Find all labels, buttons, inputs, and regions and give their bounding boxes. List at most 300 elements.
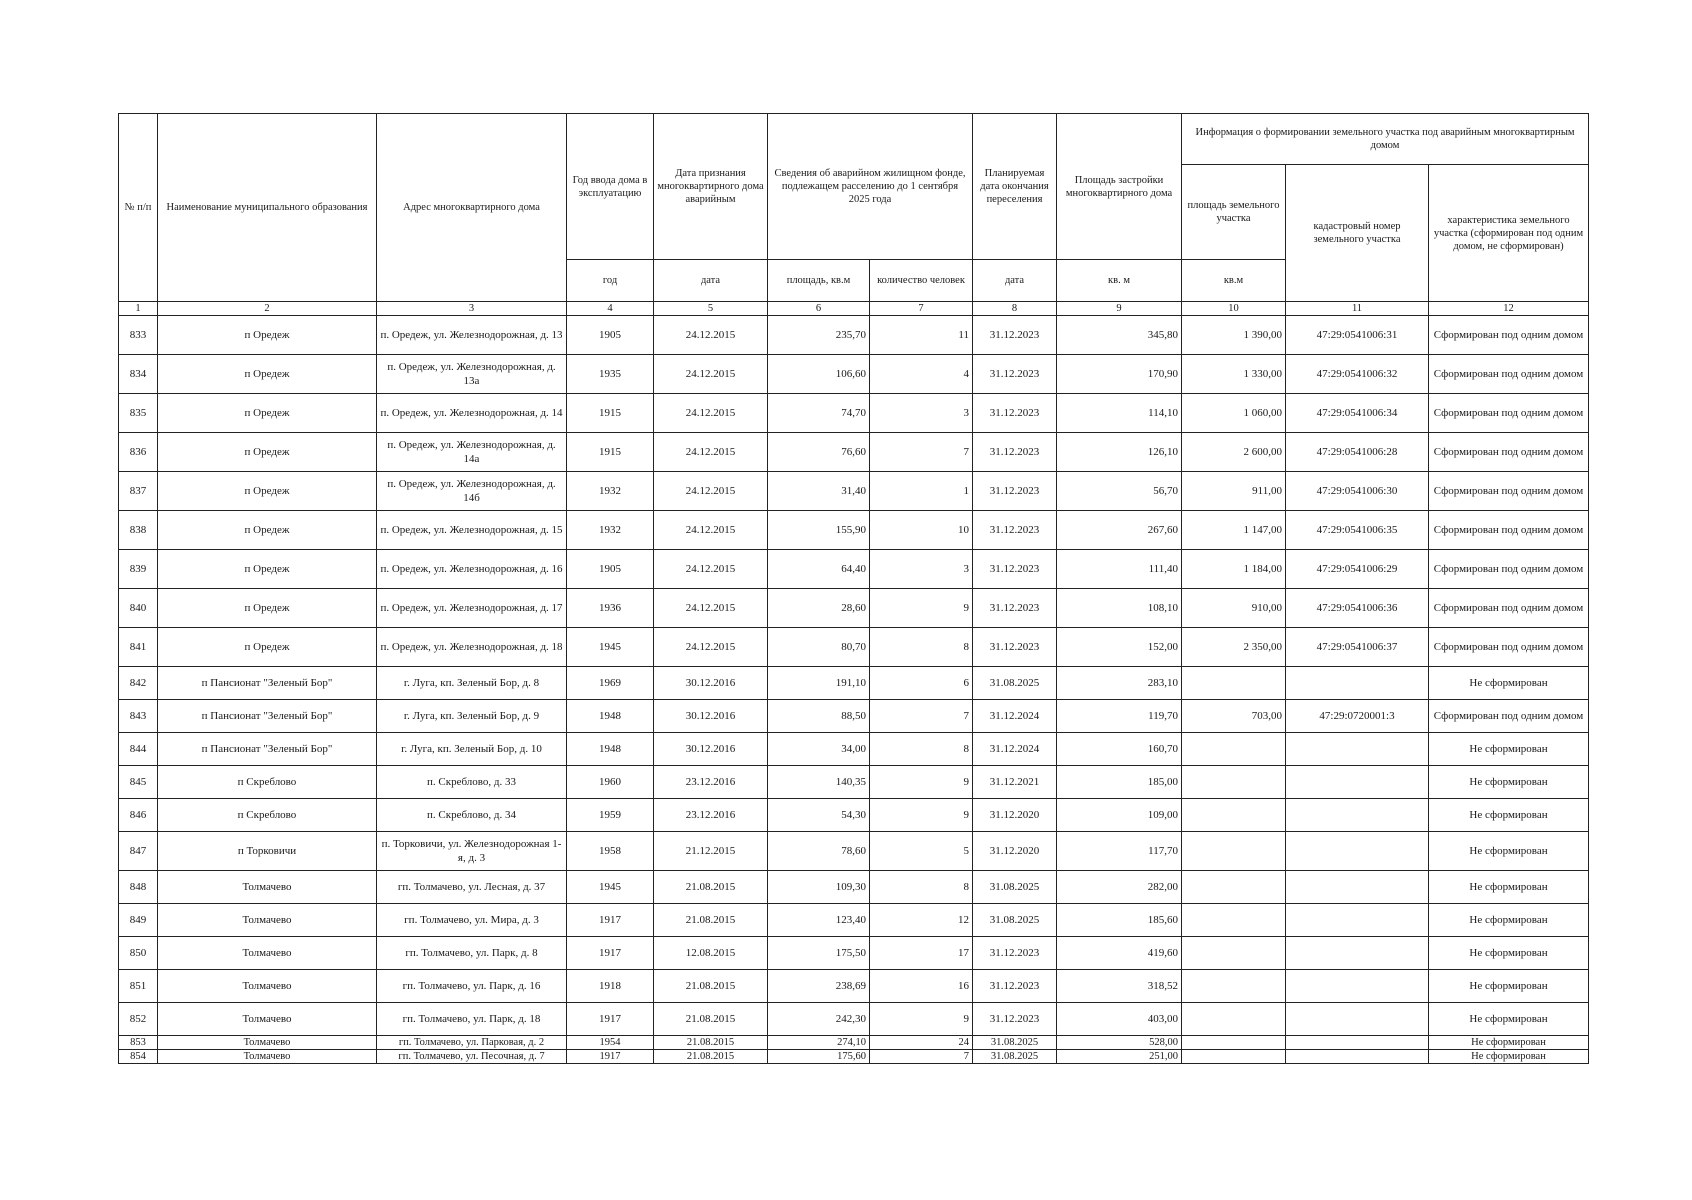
table-row [119,589,1589,628]
recognition-date-cell: 21.08.2015 [654,904,768,937]
people-cell: 10 [870,511,973,550]
land-area-cell [1182,1003,1286,1036]
land-area-cell: 703,00 [1182,700,1286,733]
row-number: 835 [119,394,158,433]
year-cell: 1960 [567,766,654,799]
table-row [119,511,1589,550]
year-cell: 1936 [567,589,654,628]
col-number: 2 [158,302,377,316]
row-number: 844 [119,733,158,766]
area-cell: 31,40 [768,472,870,511]
planned-date-cell: 31.12.2021 [973,766,1057,799]
recognition-date-cell: 24.12.2015 [654,394,768,433]
table-header [119,114,1589,316]
build-area-cell: 114,10 [1057,394,1182,433]
recognition-date-cell: 24.12.2015 [654,355,768,394]
area-cell: 54,30 [768,799,870,832]
people-cell: 7 [870,700,973,733]
people-cell: 17 [870,937,973,970]
cadastral-cell: 47:29:0541006:28 [1286,433,1429,472]
area-cell: 155,90 [768,511,870,550]
land-area-cell [1182,871,1286,904]
land-char-cell: Не сформирован [1429,970,1589,1003]
cadastral-cell [1286,766,1429,799]
cadastral-cell [1286,1036,1429,1050]
people-cell: 3 [870,394,973,433]
municipality-cell: Толмачево [158,1003,377,1036]
recognition-date-cell: 24.12.2015 [654,316,768,355]
cadastral-cell: 47:29:0541006:37 [1286,628,1429,667]
area-cell: 140,35 [768,766,870,799]
header-address: Адрес многоквартирного дома [377,114,567,302]
address-cell: г. Луга, кп. Зеленый Бор, д. 9 [377,700,567,733]
address-cell: гп. Толмачево, ул. Лесная, д. 37 [377,871,567,904]
municipality-cell: п Оредеж [158,394,377,433]
table-body [119,316,1589,1064]
row-number: 839 [119,550,158,589]
people-cell: 9 [870,589,973,628]
build-area-cell: 528,00 [1057,1036,1182,1050]
municipality-cell: п Оредеж [158,589,377,628]
planned-date-cell: 31.12.2023 [973,937,1057,970]
municipality-cell: Толмачево [158,871,377,904]
row-number: 854 [119,1050,158,1064]
land-char-cell: Не сформирован [1429,1003,1589,1036]
table-row [119,1050,1589,1064]
unit-people: количество человек [870,260,973,302]
build-area-cell: 119,70 [1057,700,1182,733]
cadastral-cell [1286,1003,1429,1036]
land-char-cell: Не сформирован [1429,799,1589,832]
land-char-cell: Сформирован под одним домом [1429,589,1589,628]
land-area-cell [1182,1036,1286,1050]
recognition-date-cell: 23.12.2016 [654,799,768,832]
land-area-cell: 1 147,00 [1182,511,1286,550]
recognition-date-cell: 21.08.2015 [654,1003,768,1036]
row-number: 848 [119,871,158,904]
address-cell: п. Оредеж, ул. Железнодорожная, д. 15 [377,511,567,550]
table-row [119,799,1589,832]
land-char-cell: Не сформирован [1429,1036,1589,1050]
land-area-cell: 1 184,00 [1182,550,1286,589]
land-char-cell: Сформирован под одним домом [1429,433,1589,472]
build-area-cell: 185,60 [1057,904,1182,937]
row-number: 834 [119,355,158,394]
build-area-cell: 109,00 [1057,799,1182,832]
cadastral-cell [1286,937,1429,970]
recognition-date-cell: 30.12.2016 [654,667,768,700]
municipality-cell: п Оредеж [158,511,377,550]
col-number: 5 [654,302,768,316]
header-municipality: Наименование муниципального образования [158,114,377,302]
build-area-cell: 56,70 [1057,472,1182,511]
planned-date-cell: 31.12.2024 [973,700,1057,733]
year-cell: 1932 [567,511,654,550]
table-row [119,970,1589,1003]
cadastral-cell [1286,904,1429,937]
year-cell: 1945 [567,628,654,667]
land-char-cell: Сформирован под одним домом [1429,550,1589,589]
row-number: 840 [119,589,158,628]
people-cell: 1 [870,472,973,511]
municipality-cell: п Оредеж [158,355,377,394]
land-char-cell: Не сформирован [1429,733,1589,766]
area-cell: 109,30 [768,871,870,904]
planned-date-cell: 31.08.2025 [973,1050,1057,1064]
year-cell: 1917 [567,1003,654,1036]
people-cell: 5 [870,832,973,871]
address-cell: п. Оредеж, ул. Железнодорожная, д. 14б [377,472,567,511]
land-char-cell: Сформирован под одним домом [1429,316,1589,355]
col-number: 12 [1429,302,1589,316]
build-area-cell: 267,60 [1057,511,1182,550]
cadastral-cell [1286,1050,1429,1064]
address-cell: п. Оредеж, ул. Железнодорожная, д. 14 [377,394,567,433]
recognition-date-cell: 21.08.2015 [654,1036,768,1050]
table-row [119,667,1589,700]
cadastral-cell [1286,871,1429,904]
unit-kvm: кв. м [1057,260,1182,302]
land-char-cell: Не сформирован [1429,667,1589,700]
planned-date-cell: 31.12.2024 [973,733,1057,766]
header-land-info: Информация о формировании земельного участка под аварийным многоквартирным домом [1182,114,1589,165]
address-cell: гп. Толмачево, ул. Мира, д. 3 [377,904,567,937]
area-cell: 274,10 [768,1036,870,1050]
area-cell: 76,60 [768,433,870,472]
municipality-cell: Толмачево [158,970,377,1003]
land-area-cell [1182,799,1286,832]
land-area-cell: 1 330,00 [1182,355,1286,394]
land-char-cell: Не сформирован [1429,904,1589,937]
planned-date-cell: 31.12.2023 [973,511,1057,550]
municipality-cell: п Торковичи [158,832,377,871]
build-area-cell: 126,10 [1057,433,1182,472]
people-cell: 8 [870,628,973,667]
municipality-cell: п Скреблово [158,799,377,832]
header-fund-info: Сведения об аварийном жилищном фонде, подлежащем расселению до 1 сентября 2025 года [768,114,973,260]
table-row [119,700,1589,733]
people-cell: 12 [870,904,973,937]
year-cell: 1915 [567,394,654,433]
recognition-date-cell: 24.12.2015 [654,472,768,511]
table-row [119,904,1589,937]
land-char-cell: Сформирован под одним домом [1429,700,1589,733]
planned-date-cell: 31.12.2023 [973,355,1057,394]
cadastral-cell [1286,733,1429,766]
row-number: 843 [119,700,158,733]
land-char-cell: Не сформирован [1429,937,1589,970]
address-cell: гп. Толмачево, ул. Парк, д. 16 [377,970,567,1003]
recognition-date-cell: 23.12.2016 [654,766,768,799]
address-cell: п. Оредеж, ул. Железнодорожная, д. 16 [377,550,567,589]
land-char-cell: Не сформирован [1429,871,1589,904]
planned-date-cell: 31.08.2025 [973,871,1057,904]
build-area-cell: 185,00 [1057,766,1182,799]
land-area-cell: 1 060,00 [1182,394,1286,433]
municipality-cell: п Оредеж [158,472,377,511]
year-cell: 1969 [567,667,654,700]
row-number: 842 [119,667,158,700]
col-number: 9 [1057,302,1182,316]
build-area-cell: 318,52 [1057,970,1182,1003]
municipality-cell: п Пансионат "Зеленый Бор" [158,667,377,700]
year-cell: 1905 [567,550,654,589]
people-cell: 24 [870,1036,973,1050]
address-cell: п. Оредеж, ул. Железнодорожная, д. 17 [377,589,567,628]
planned-date-cell: 31.12.2020 [973,832,1057,871]
cadastral-cell: 47:29:0541006:30 [1286,472,1429,511]
build-area-cell: 111,40 [1057,550,1182,589]
municipality-cell: п Оредеж [158,628,377,667]
land-area-cell: 2 600,00 [1182,433,1286,472]
year-cell: 1935 [567,355,654,394]
build-area-cell: 403,00 [1057,1003,1182,1036]
col-number: 6 [768,302,870,316]
table-row [119,766,1589,799]
recognition-date-cell: 21.08.2015 [654,1050,768,1064]
planned-date-cell: 31.12.2023 [973,628,1057,667]
header-cadastral: кадастровый номер земельного участка [1286,165,1429,302]
header-land-char: характеристика земельного участка (сформирован под одним домом, не сформирован) [1429,165,1589,302]
recognition-date-cell: 21.08.2015 [654,871,768,904]
col-number: 3 [377,302,567,316]
area-cell: 123,40 [768,904,870,937]
address-cell: гп. Толмачево, ул. Парковая, д. 2 [377,1036,567,1050]
land-char-cell: Не сформирован [1429,766,1589,799]
address-cell: гп. Толмачево, ул. Парк, д. 8 [377,937,567,970]
year-cell: 1918 [567,970,654,1003]
year-cell: 1958 [567,832,654,871]
planned-date-cell: 31.12.2023 [973,1003,1057,1036]
row-number: 837 [119,472,158,511]
area-cell: 78,60 [768,832,870,871]
land-area-cell [1182,937,1286,970]
row-number: 849 [119,904,158,937]
address-cell: п. Скреблово, д. 34 [377,799,567,832]
cadastral-cell: 47:29:0541006:29 [1286,550,1429,589]
build-area-cell: 419,60 [1057,937,1182,970]
build-area-cell: 117,70 [1057,832,1182,871]
year-cell: 1917 [567,937,654,970]
planned-date-cell: 31.12.2023 [973,589,1057,628]
build-area-cell: 251,00 [1057,1050,1182,1064]
col-number: 10 [1182,302,1286,316]
planned-date-cell: 31.12.2023 [973,550,1057,589]
recognition-date-cell: 24.12.2015 [654,589,768,628]
address-cell: п. Оредеж, ул. Железнодорожная, д. 13а [377,355,567,394]
table-row [119,937,1589,970]
cadastral-cell: 47:29:0720001:3 [1286,700,1429,733]
cadastral-cell [1286,667,1429,700]
land-area-cell: 1 390,00 [1182,316,1286,355]
area-cell: 175,50 [768,937,870,970]
unit-kvm2: кв.м [1182,260,1286,302]
year-cell: 1915 [567,433,654,472]
land-area-cell [1182,904,1286,937]
land-area-cell [1182,766,1286,799]
people-cell: 9 [870,1003,973,1036]
people-cell: 6 [870,667,973,700]
address-cell: п. Скреблово, д. 33 [377,766,567,799]
people-cell: 16 [870,970,973,1003]
municipality-cell: Толмачево [158,1050,377,1064]
header-year: Год ввода дома в эксплуатацию [567,114,654,260]
people-cell: 11 [870,316,973,355]
area-cell: 175,60 [768,1050,870,1064]
land-char-cell: Сформирован под одним домом [1429,628,1589,667]
municipality-cell: п Оредеж [158,433,377,472]
municipality-cell: п Оредеж [158,550,377,589]
address-cell: п. Оредеж, ул. Железнодорожная, д. 13 [377,316,567,355]
table-row [119,1036,1589,1050]
area-cell: 74,70 [768,394,870,433]
year-cell: 1948 [567,733,654,766]
cadastral-cell [1286,799,1429,832]
emergency-housing-table [118,113,1589,1064]
recognition-date-cell: 21.12.2015 [654,832,768,871]
table-row [119,433,1589,472]
people-cell: 9 [870,799,973,832]
row-number: 853 [119,1036,158,1050]
unit-date: дата [654,260,768,302]
planned-date-cell: 31.12.2023 [973,472,1057,511]
planned-date-cell: 31.12.2023 [973,970,1057,1003]
build-area-cell: 282,00 [1057,871,1182,904]
planned-date-cell: 31.08.2025 [973,904,1057,937]
unit-date2: дата [973,260,1057,302]
people-cell: 3 [870,550,973,589]
cadastral-cell: 47:29:0541006:34 [1286,394,1429,433]
year-cell: 1959 [567,799,654,832]
area-cell: 28,60 [768,589,870,628]
municipality-cell: п Пансионат "Зеленый Бор" [158,700,377,733]
row-number: 852 [119,1003,158,1036]
recognition-date-cell: 30.12.2016 [654,700,768,733]
land-area-cell [1182,733,1286,766]
year-cell: 1948 [567,700,654,733]
recognition-date-cell: 12.08.2015 [654,937,768,970]
header-date-recognition: Дата признания многоквартирного дома аварийным [654,114,768,260]
area-cell: 238,69 [768,970,870,1003]
address-cell: п. Оредеж, ул. Железнодорожная, д. 14а [377,433,567,472]
table-row [119,1003,1589,1036]
land-area-cell: 910,00 [1182,589,1286,628]
row-number: 851 [119,970,158,1003]
cadastral-cell [1286,970,1429,1003]
municipality-cell: п Оредеж [158,316,377,355]
table-row [119,355,1589,394]
row-number: 833 [119,316,158,355]
year-cell: 1917 [567,1050,654,1064]
row-number: 836 [119,433,158,472]
table-row [119,871,1589,904]
col-number: 1 [119,302,158,316]
col-number: 8 [973,302,1057,316]
address-cell: г. Луга, кп. Зеленый Бор, д. 8 [377,667,567,700]
year-cell: 1917 [567,904,654,937]
land-area-cell: 911,00 [1182,472,1286,511]
land-char-cell: Не сформирован [1429,1050,1589,1064]
recognition-date-cell: 24.12.2015 [654,511,768,550]
area-cell: 235,70 [768,316,870,355]
year-cell: 1932 [567,472,654,511]
unit-area: площадь, кв.м [768,260,870,302]
address-cell: гп. Толмачево, ул. Парк, д. 18 [377,1003,567,1036]
land-char-cell: Не сформирован [1429,832,1589,871]
people-cell: 8 [870,733,973,766]
land-char-cell: Сформирован под одним домом [1429,394,1589,433]
recognition-date-cell: 24.12.2015 [654,628,768,667]
planned-date-cell: 31.12.2023 [973,433,1057,472]
build-area-cell: 160,70 [1057,733,1182,766]
row-number: 850 [119,937,158,970]
address-cell: п. Торковичи, ул. Железнодорожная 1-я, д. 3 [377,832,567,871]
year-cell: 1954 [567,1036,654,1050]
recognition-date-cell: 24.12.2015 [654,550,768,589]
area-cell: 242,30 [768,1003,870,1036]
land-area-cell [1182,832,1286,871]
address-cell: гп. Толмачево, ул. Песочная, д. 7 [377,1050,567,1064]
row-number: 838 [119,511,158,550]
area-cell: 191,10 [768,667,870,700]
row-number: 846 [119,799,158,832]
people-cell: 7 [870,433,973,472]
land-area-cell [1182,970,1286,1003]
row-number: 845 [119,766,158,799]
land-area-cell [1182,1050,1286,1064]
row-number: 841 [119,628,158,667]
area-cell: 34,00 [768,733,870,766]
cadastral-cell: 47:29:0541006:32 [1286,355,1429,394]
header-build-area: Площадь застройки многоквартирного дома [1057,114,1182,260]
cadastral-cell: 47:29:0541006:35 [1286,511,1429,550]
header-planned-date: Планируемая дата окончания переселения [973,114,1057,260]
people-cell: 9 [870,766,973,799]
unit-year: год [567,260,654,302]
table-row [119,550,1589,589]
area-cell: 88,50 [768,700,870,733]
build-area-cell: 283,10 [1057,667,1182,700]
municipality-cell: п Скреблово [158,766,377,799]
people-cell: 8 [870,871,973,904]
cadastral-cell: 47:29:0541006:31 [1286,316,1429,355]
table-row [119,832,1589,871]
col-number: 7 [870,302,973,316]
land-char-cell: Сформирован под одним домом [1429,511,1589,550]
people-cell: 4 [870,355,973,394]
area-cell: 64,40 [768,550,870,589]
land-char-cell: Сформирован под одним домом [1429,472,1589,511]
planned-date-cell: 31.12.2023 [973,316,1057,355]
planned-date-cell: 31.08.2025 [973,1036,1057,1050]
area-cell: 80,70 [768,628,870,667]
table-row [119,472,1589,511]
col-number: 4 [567,302,654,316]
recognition-date-cell: 24.12.2015 [654,433,768,472]
table-row [119,316,1589,355]
table-row [119,733,1589,766]
column-numbers-row [119,302,1589,316]
table-row [119,628,1589,667]
land-char-cell: Сформирован под одним домом [1429,355,1589,394]
cadastral-cell: 47:29:0541006:36 [1286,589,1429,628]
address-cell: п. Оредеж, ул. Железнодорожная, д. 18 [377,628,567,667]
header-land-area: площадь земельного участка [1182,165,1286,260]
planned-date-cell: 31.12.2020 [973,799,1057,832]
land-area-cell: 2 350,00 [1182,628,1286,667]
municipality-cell: п Пансионат "Зеленый Бор" [158,733,377,766]
row-number: 847 [119,832,158,871]
